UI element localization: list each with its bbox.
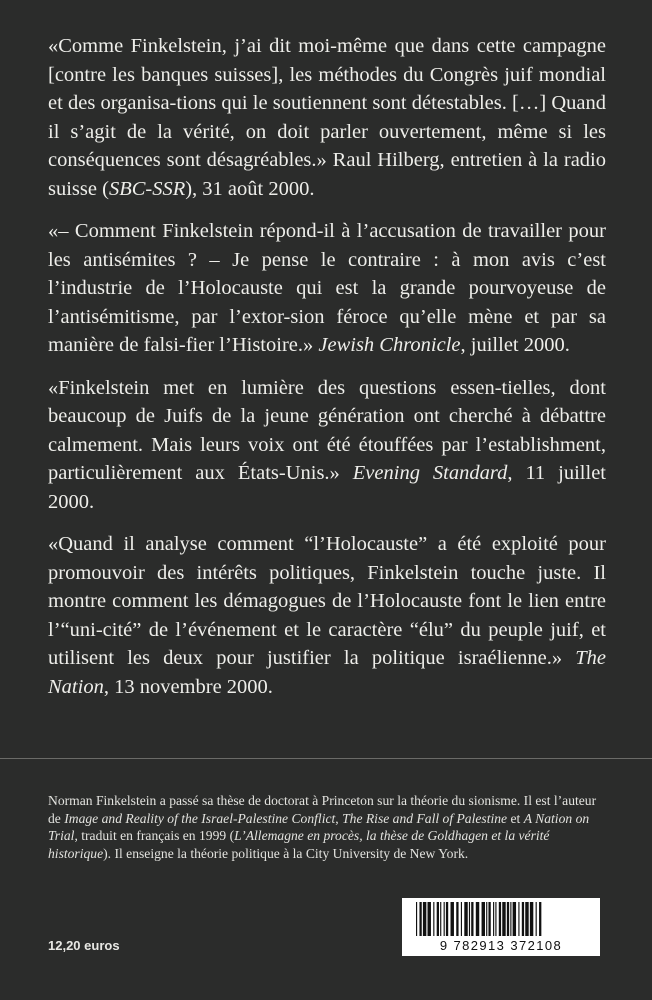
barcode-bar xyxy=(499,902,501,936)
barcode-bar xyxy=(507,902,509,936)
barcode-bar xyxy=(428,902,431,936)
quote-date: ), 31 août 2000. xyxy=(185,177,315,200)
quote-source: Jewish Chronicle xyxy=(318,334,461,356)
book-title: The Rise and Fall of Palestine xyxy=(342,810,508,826)
book-title: Image and Reality of the Israel-Palestine Conflict xyxy=(64,810,336,826)
quote-jewish-chronicle xyxy=(48,217,606,360)
book-title: L’Allemagne en procès, la thèse de Goldhagen et la vérité historique xyxy=(48,828,550,861)
barcode-bar xyxy=(495,902,496,936)
barcode-bar xyxy=(476,902,479,936)
barcode-bar xyxy=(461,902,462,936)
barcode-bar xyxy=(444,902,445,936)
quote-evening-standard xyxy=(48,374,606,517)
barcode-bar xyxy=(486,902,487,936)
barcode-bar xyxy=(419,902,421,936)
barcode-bar xyxy=(451,902,454,936)
quote-date: , 11 juillet 2000. xyxy=(48,462,606,513)
quote-source: Evening Standard xyxy=(352,462,508,484)
quote-source: SBC-SSR xyxy=(108,177,186,200)
quote-text: «Comme Finkelstein, j’ai dit moi-même que dans cette campagne [contre les banques suisses], les méthodes du Congrès juif mondial et des organisa-tions qui le soutiennent sont détestables. […] Quand il s’agit de la vérité, on doit parler ouvertement, même si les conséquences sont désagréables.» Raul Hilberg, entretien à la radio suisse ( xyxy=(48,35,606,200)
bio-text: et xyxy=(507,810,524,826)
isbn-barcode xyxy=(402,898,600,956)
quote-date: , juillet 2000. xyxy=(460,334,570,356)
barcode-bar xyxy=(437,902,439,936)
quote-date: , 13 novembre 2000. xyxy=(103,675,273,698)
barcode-bar xyxy=(433,902,434,936)
barcode-bar xyxy=(446,902,448,936)
barcode-bar xyxy=(471,902,473,936)
barcode-bar xyxy=(510,902,511,936)
barcode-bar xyxy=(513,902,516,936)
barcode-bar xyxy=(469,902,470,936)
book-title: A Nation on Trial xyxy=(48,810,590,843)
barcode-bar xyxy=(525,902,528,936)
quote-hilberg xyxy=(48,32,606,203)
barcode-bar xyxy=(493,902,494,936)
bio-text: , traduit en français en 1999 ( xyxy=(74,828,235,843)
quote-text: «Quand il analyse comment “l’Holocauste” a été exploité pour promouvoir des intérêts politiques, Finkelstein touche juste. Il montre comment les démagogues de l’Holocauste font le lien entre l’“uni-cité” de l’événement et le caractère “élu” du peuple juif, et utilisent les deux pour justifier la politique israélienne.» xyxy=(48,533,606,669)
barcode-bar xyxy=(502,902,505,936)
quote-the-nation xyxy=(48,530,606,701)
barcode-bars xyxy=(414,902,588,936)
author-bio xyxy=(48,792,604,862)
price-label: 12,20 euros xyxy=(48,938,120,953)
quote-text: «Finkelstein met en lumière des questions essen-tielles, dont beaucoup de Juifs de la jeune génération ont cherché à débattre calmement. Mais leurs voix ont été étouffées par l’establishment, particulièrement aux États-Unis.» xyxy=(48,376,606,484)
barcode-bar xyxy=(488,902,490,936)
quotes-section xyxy=(48,32,606,715)
barcode-bar xyxy=(539,902,541,936)
barcode-bar xyxy=(416,902,417,936)
barcode-bar xyxy=(423,902,426,936)
bio-text: , xyxy=(335,810,343,826)
barcode-bar xyxy=(482,902,485,936)
barcode-bar xyxy=(522,902,524,936)
quote-source: The Nation xyxy=(48,647,606,698)
quote-text: «– Comment Finkelstein répond-il à l’accusation de travailler pour les antisémites ? – Je pense le contraire : à mon avis c’est l’industrie de l’Holocauste qui est la grande pourvoyeuse de l’antisémitisme, par l’extor-sion féroce qu’elle mène et par sa manière de falsi-fier l’Histoire.» xyxy=(48,220,606,356)
bio-text: Norman Finkelstein a passé sa thèse de doctorat à Princeton sur la théorie du sionisme. Il est l’auteur de xyxy=(48,793,597,826)
barcode-bar xyxy=(536,902,537,936)
isbn-number: 9 782913 372108 xyxy=(439,938,563,953)
bio-text: ). Il enseigne la théorie politique à la City University de New York. xyxy=(103,845,469,861)
barcode-bar xyxy=(456,902,458,936)
barcode-bar xyxy=(464,902,467,936)
barcode-bar xyxy=(530,902,533,936)
section-divider xyxy=(0,758,652,759)
barcode-bar xyxy=(440,902,441,936)
barcode-bar xyxy=(518,902,519,936)
